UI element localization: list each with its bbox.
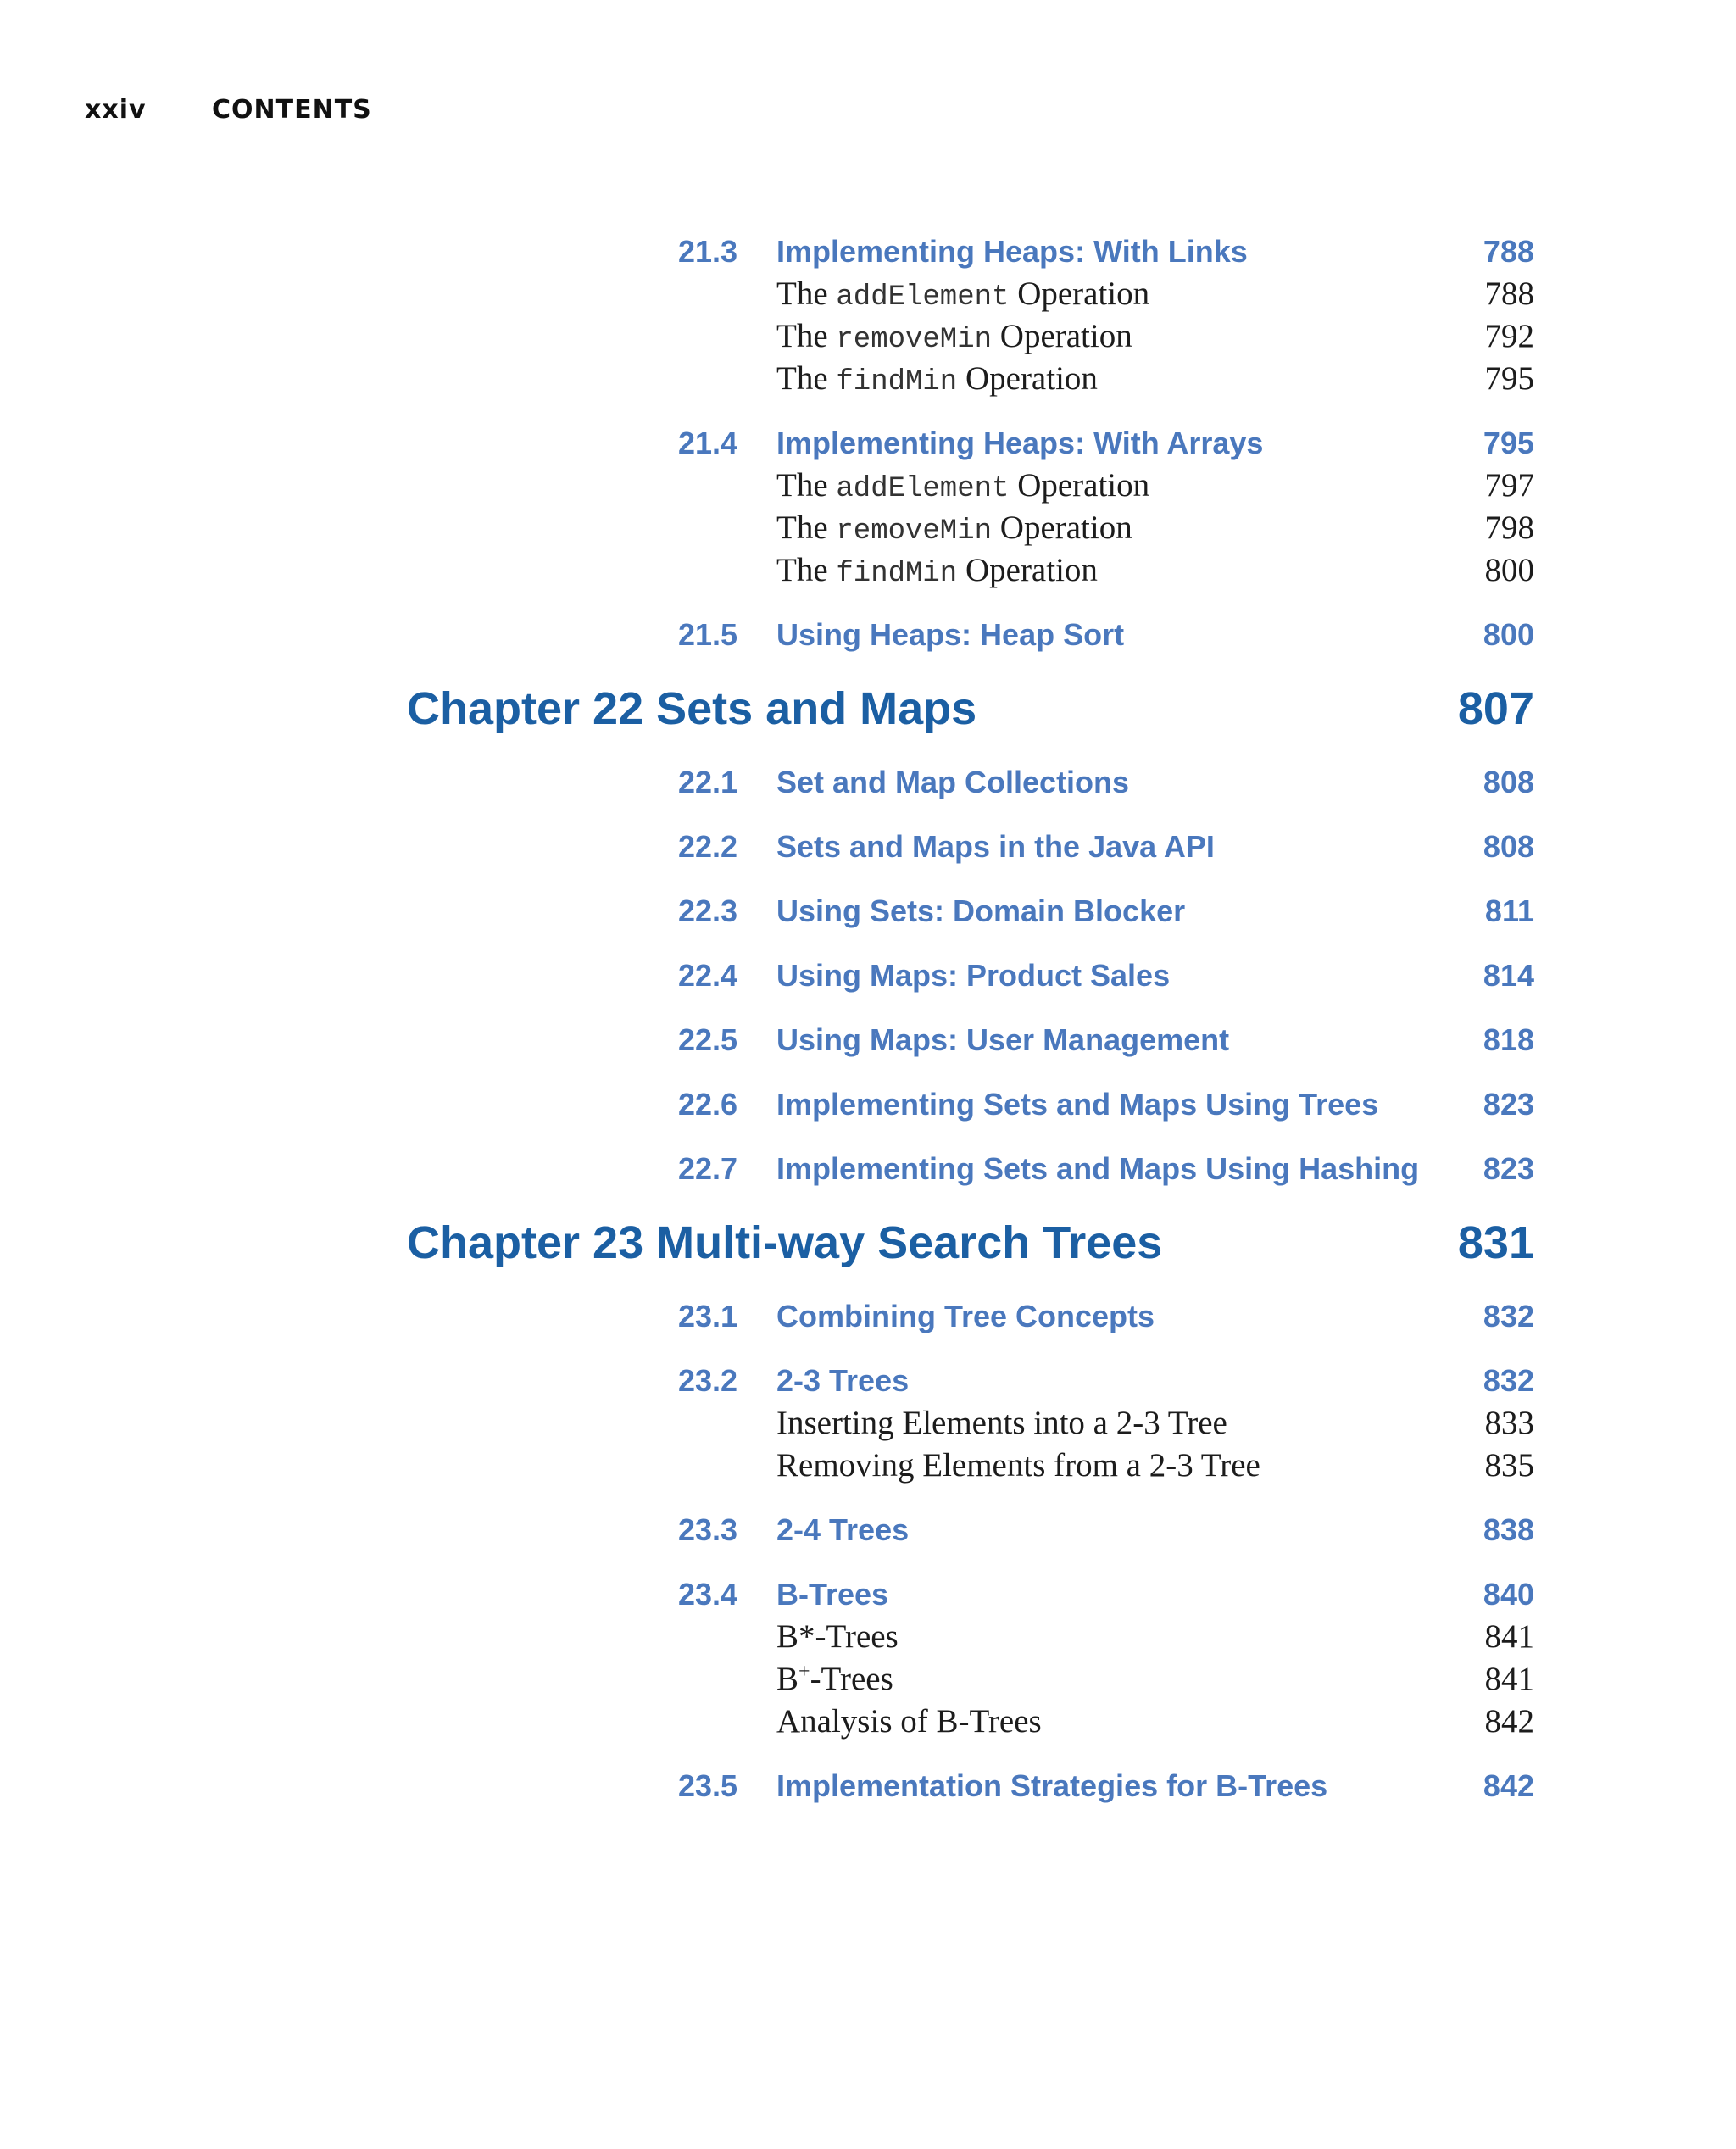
toc-section-entry[interactable] <box>407 1295 1534 1338</box>
section-title: Implementing Heaps: With Links <box>776 234 1248 269</box>
toc-subsection-entry[interactable] <box>407 507 1534 549</box>
subsection-title-text: The <box>776 509 837 546</box>
page-reference: 841 <box>1484 1618 1534 1655</box>
subsection-title <box>776 273 1149 319</box>
page-reference: 798 <box>1484 509 1534 546</box>
page-reference: 832 <box>1483 1363 1534 1398</box>
subsection-title-text: Operation <box>992 509 1132 546</box>
section-number: 22.2 <box>678 829 738 864</box>
section-number: 23.5 <box>678 1768 738 1803</box>
page-reference: 795 <box>1484 360 1534 397</box>
running-head-title: CONTENTS <box>212 95 372 125</box>
subsection-title-text: Operation <box>1009 467 1150 504</box>
toc-section-entry[interactable] <box>407 890 1534 933</box>
toc-subsection-entry[interactable] <box>407 1658 1534 1701</box>
toc-section-entry[interactable] <box>407 614 1534 656</box>
section-title: Implementing Sets and Maps Using Trees <box>776 1087 1379 1122</box>
subsection-title <box>776 465 1149 510</box>
subsection-title <box>776 358 1098 404</box>
code-identifier: addElement <box>836 281 1010 314</box>
section-number: 21.4 <box>678 426 738 460</box>
toc-subsection-entry[interactable] <box>407 358 1534 400</box>
section-title: Using Maps: User Management <box>776 1022 1230 1057</box>
section-number: 21.3 <box>678 234 738 269</box>
page-reference: 823 <box>1483 1087 1534 1122</box>
subsection-title-text: Analysis of B-Trees <box>776 1703 1042 1740</box>
page-reference: 797 <box>1484 467 1534 504</box>
toc-section-entry[interactable] <box>407 1083 1534 1126</box>
section-title: B-Trees <box>776 1577 889 1612</box>
subsection-title-text: The <box>776 360 837 397</box>
code-identifier: removeMin <box>836 515 993 548</box>
toc-subsection-entry[interactable] <box>407 273 1534 315</box>
subsection-title-text: The <box>776 552 837 588</box>
page-reference: 838 <box>1483 1512 1534 1547</box>
section-number: 23.4 <box>678 1577 738 1612</box>
section-title: Sets and Maps in the Java API <box>776 829 1215 864</box>
toc-section-entry[interactable] <box>407 1765 1534 1807</box>
subsection-title-text: -Trees <box>810 1661 893 1697</box>
section-number: 22.7 <box>678 1151 738 1186</box>
section-title: Set and Map Collections <box>776 765 1130 799</box>
toc-section-entry[interactable] <box>407 231 1534 273</box>
toc-subsection-entry[interactable] <box>407 1616 1534 1658</box>
toc-section-entry[interactable] <box>407 761 1534 804</box>
code-identifier: findMin <box>836 366 958 398</box>
subsection-title-text: Operation <box>957 552 1098 588</box>
subsection-title-text: B*-Trees <box>776 1618 899 1655</box>
subsection-title <box>776 315 1132 361</box>
toc-section-entry[interactable] <box>407 1509 1534 1551</box>
page-reference: 831 <box>1457 1217 1534 1268</box>
page-reference: 807 <box>1457 683 1534 734</box>
subsection-title <box>776 1402 1227 1445</box>
page-reference: 833 <box>1484 1405 1534 1441</box>
subsection-title <box>776 1445 1260 1487</box>
toc-section-entry[interactable] <box>407 1360 1534 1402</box>
section-number: 22.1 <box>678 765 738 799</box>
section-title: 2-3 Trees <box>776 1363 910 1398</box>
subsection-title-text: The <box>776 467 837 504</box>
subsection-title-text: Inserting Elements into a 2-3 Tree <box>776 1405 1227 1441</box>
subsection-title-text: Removing Elements from a 2-3 Tree <box>776 1447 1260 1484</box>
page-reference: 814 <box>1483 958 1534 993</box>
toc-section-entry[interactable] <box>407 422 1534 465</box>
subsection-title-text: The <box>776 276 837 312</box>
page-reference: 808 <box>1483 829 1534 864</box>
section-title: Implementing Heaps: With Arrays <box>776 426 1264 460</box>
page-reference: 800 <box>1483 617 1534 652</box>
section-title: 2-4 Trees <box>776 1512 910 1547</box>
subsection-title <box>776 1616 899 1658</box>
subsection-title-text: Operation <box>957 360 1098 397</box>
page-number: xxiv <box>85 95 147 125</box>
toc-subsection-entry[interactable] <box>407 315 1534 358</box>
subsection-title-text: Operation <box>992 318 1132 354</box>
toc-section-entry[interactable] <box>407 1573 1534 1616</box>
page-reference: 841 <box>1484 1661 1534 1697</box>
page-reference: 842 <box>1483 1768 1534 1803</box>
chapter-title: Chapter 22 Sets and Maps <box>407 683 977 734</box>
toc-chapter-entry[interactable] <box>407 675 1534 743</box>
page-reference: 835 <box>1484 1447 1534 1484</box>
section-title: Using Maps: Product Sales <box>776 958 1171 993</box>
section-title: Implementation Strategies for B-Trees <box>776 1768 1328 1803</box>
page-reference: 788 <box>1483 234 1534 269</box>
section-number: 22.4 <box>678 958 738 993</box>
subsection-title <box>776 1658 893 1701</box>
page-reference: 842 <box>1484 1703 1534 1740</box>
code-identifier: addElement <box>836 473 1010 505</box>
toc-subsection-entry[interactable] <box>407 1701 1534 1743</box>
page-reference: 823 <box>1483 1151 1534 1186</box>
toc-subsection-entry[interactable] <box>407 465 1534 507</box>
subsection-title-text: The <box>776 318 837 354</box>
page-reference: 800 <box>1484 552 1534 588</box>
table-of-contents <box>407 231 1534 1807</box>
section-title: Using Sets: Domain Blocker <box>776 894 1186 928</box>
section-number: 22.5 <box>678 1022 738 1057</box>
toc-section-entry[interactable] <box>407 1019 1534 1061</box>
subsection-title <box>776 549 1098 595</box>
toc-subsection-entry[interactable] <box>407 1445 1534 1487</box>
subsection-title-text: Operation <box>1009 276 1150 312</box>
toc-section-entry[interactable] <box>407 955 1534 997</box>
page-reference: 808 <box>1483 765 1534 799</box>
toc-subsection-entry[interactable] <box>407 1402 1534 1445</box>
section-number: 23.2 <box>678 1363 738 1398</box>
subsection-title <box>776 507 1132 553</box>
section-number: 22.6 <box>678 1087 738 1122</box>
toc-section-entry[interactable] <box>407 826 1534 868</box>
running-head <box>85 95 372 125</box>
page-reference: 792 <box>1484 318 1534 354</box>
section-number: 23.3 <box>678 1512 738 1547</box>
code-identifier: removeMin <box>836 324 993 356</box>
subsection-title-text: B <box>776 1661 799 1697</box>
section-title: Using Heaps: Heap Sort <box>776 617 1125 652</box>
subsection-title <box>776 1701 1042 1743</box>
superscript: + <box>798 1661 810 1683</box>
toc-subsection-entry[interactable] <box>407 549 1534 592</box>
page-reference: 788 <box>1484 276 1534 312</box>
page-reference: 818 <box>1483 1022 1534 1057</box>
page-reference: 840 <box>1483 1577 1534 1612</box>
page-reference: 795 <box>1483 426 1534 460</box>
toc-chapter-entry[interactable] <box>407 1209 1534 1277</box>
section-number: 23.1 <box>678 1299 738 1333</box>
section-number: 22.3 <box>678 894 738 928</box>
code-identifier: findMin <box>836 558 958 590</box>
page-reference: 811 <box>1484 894 1534 928</box>
section-title: Combining Tree Concepts <box>776 1299 1155 1333</box>
section-title: Implementing Sets and Maps Using Hashing <box>776 1151 1420 1186</box>
section-number: 21.5 <box>678 617 738 652</box>
toc-section-entry[interactable] <box>407 1148 1534 1190</box>
page-reference: 832 <box>1483 1299 1534 1333</box>
chapter-title: Chapter 23 Multi-way Search Trees <box>407 1217 1163 1268</box>
